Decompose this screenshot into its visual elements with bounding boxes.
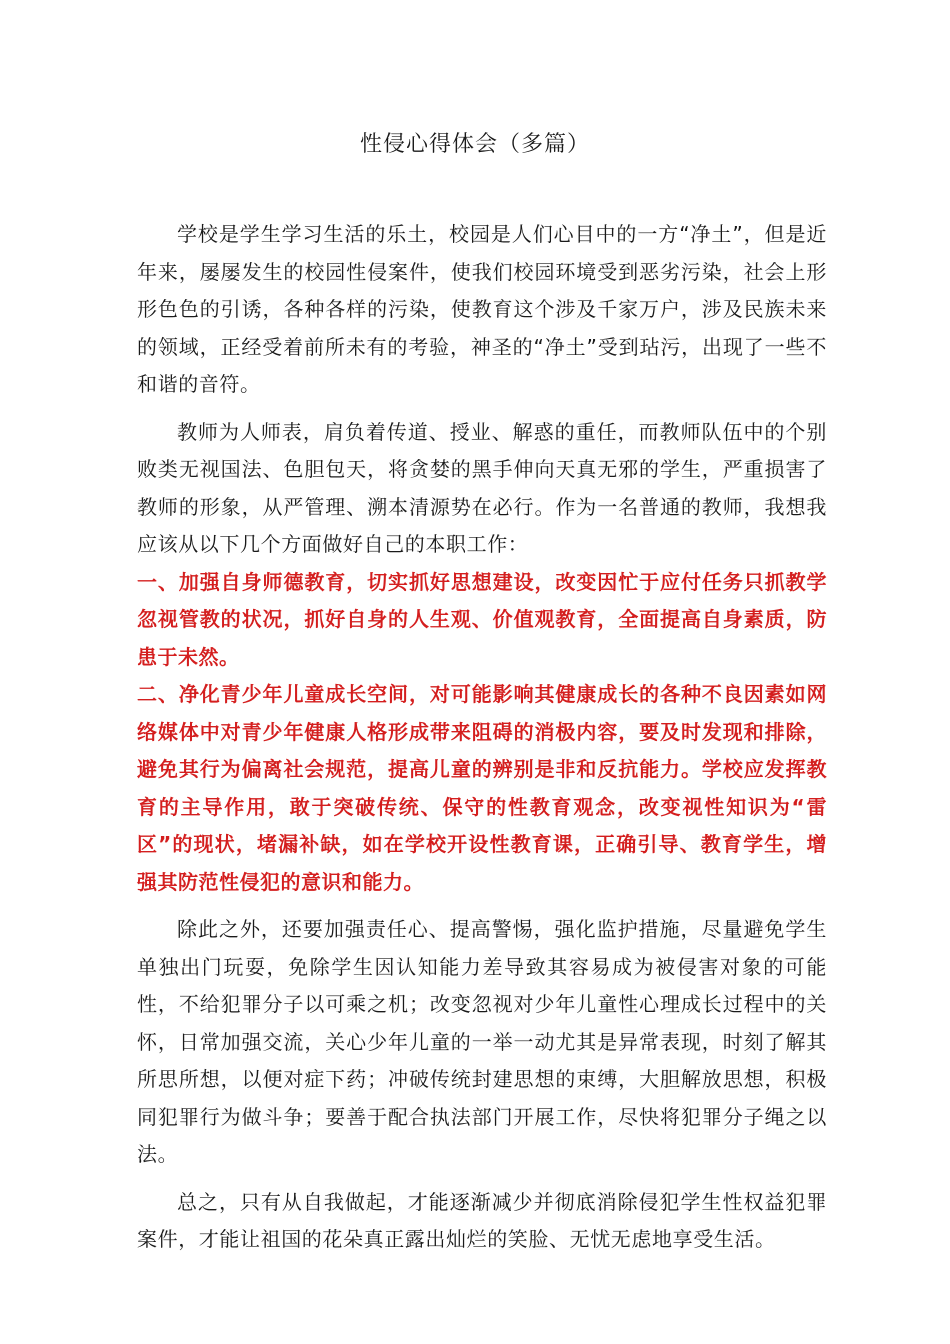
paragraph-teacher-duty: 教师为人师表，肩负着传道、授业、解惑的重任，而教师队伍中的个别败类无视国法、色胆包天，将贪婪的黑手伸向天真无邪的学生，严重损害了教师的形象，从严管理、溯本清源势在必行。作为一名普通的教师，我想我应该从以下几个方面做好自己的本职工作： bbox=[137, 419, 827, 556]
document-title: 性侵心得体会（多篇） bbox=[359, 132, 590, 157]
paragraph-point-one: 一、加强自身师德教育，切实抓好思想建设，改变因忙于应付任务只抓教学忽视管教的状况，抓好自身的人生观、价值观教育，全面提高自身素质，防患于未然。 bbox=[137, 569, 827, 669]
document-body bbox=[137, 216, 827, 1259]
paragraph-point-two: 二、净化青少年儿童成长空间，对可能影响其健康成长的各种不良因素如网络媒体中对青少年健康人格形成带来阻碍的消极内容，要及时发现和排除，避免其行为偏离社会规范，提高儿童的辨别是非和反抗能力。学校应发挥教育的主导作用，敢于突破传统、保守的性教育观念，改变视性知识为“雷区”的现状，堵漏补缺，如在学校开设性教育课，正确引导、教育学生，增强其防范性侵犯的意识和能力。 bbox=[137, 682, 827, 894]
paragraph-conclusion: 总之，只有从自我做起，才能逐渐减少并彻底消除侵犯学生性权益犯罪案件，才能让祖国的花朵真正露出灿烂的笑脸、无忧无虑地享受生活。 bbox=[137, 1189, 827, 1251]
paragraph-additional-measures: 除此之外，还要加强责任心、提高警惕，强化监护措施，尽量避免学生单独出门玩耍，免除学生因认知能力差导致其容易成为被侵害对象的可能性，不给犯罪分子以可乘之机；改变忽视对少年儿童性心理成长过程中的关怀，日常加强交流，关心少年儿童的一举一动尤其是异常表现，时刻了解其所思所想，以便对症下药；冲破传统封建思想的束缚，大胆解放思想，积极同犯罪行为做斗争；要善于配合执法部门开展工作，尽快将犯罪分子绳之以法。 bbox=[137, 917, 827, 1166]
paragraph-intro: 学校是学生学习生活的乐土，校园是人们心目中的一方“净土”，但是近年来，屡屡发生的校园性侵案件，使我们校园环境受到恶劣污染，社会上形形色色的引诱，各种各样的污染，使教育这个涉及千家万户，涉及民族未来的领域，正经受着前所未有的考验，神圣的“净土”受到玷污，出现了一些不和谐的音符。 bbox=[137, 222, 827, 396]
